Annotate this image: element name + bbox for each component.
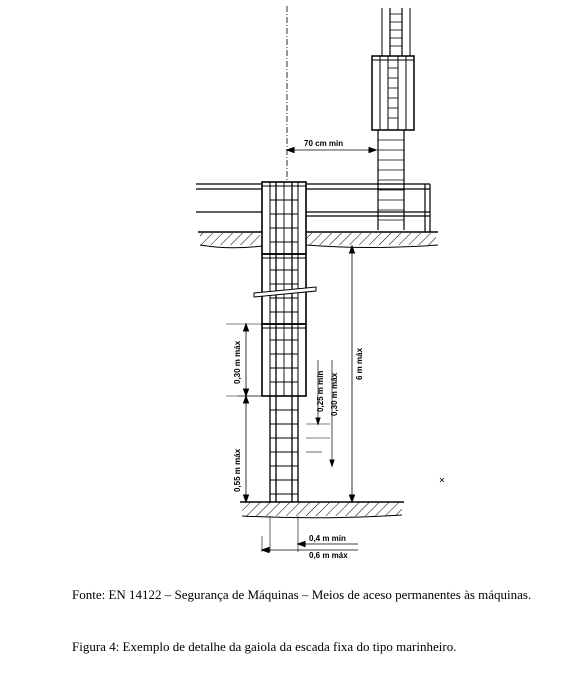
source-caption: Fonte: EN 14122 – Segurança de Máquinas – Meios de aceso permanentes às máquinas. <box>72 587 532 602</box>
main-cage <box>262 182 306 502</box>
label-rung-spacing-min: 0,25 m mín <box>316 370 325 412</box>
dim-70cm <box>287 148 376 153</box>
small-mark <box>440 478 444 482</box>
platform-slab <box>198 232 438 248</box>
label-cage-width-min: 0,4 m mín <box>309 534 346 543</box>
label-hoop-spacing: 0,30 m máx <box>233 340 242 384</box>
label-top-clearance: 70 cm min <box>304 139 344 148</box>
ground-slab <box>240 502 404 518</box>
platform-guardrail <box>196 184 430 232</box>
upper-ladder <box>372 8 414 230</box>
label-max-flight-height: 6 m máx <box>355 347 364 380</box>
figure-caption: Figura 4: Exemplo de detalhe da gaiola da escada fixa do tipo marinheiro. <box>72 639 457 654</box>
label-cage-start-height: 0,55 m máx <box>233 448 242 492</box>
dim-hoop-spacing <box>226 324 262 396</box>
dim-max-flight <box>350 246 355 502</box>
label-cage-width-max: 0,6 m máx <box>309 551 348 560</box>
label-rung-spacing-max: 0,30 m máx <box>330 372 339 416</box>
